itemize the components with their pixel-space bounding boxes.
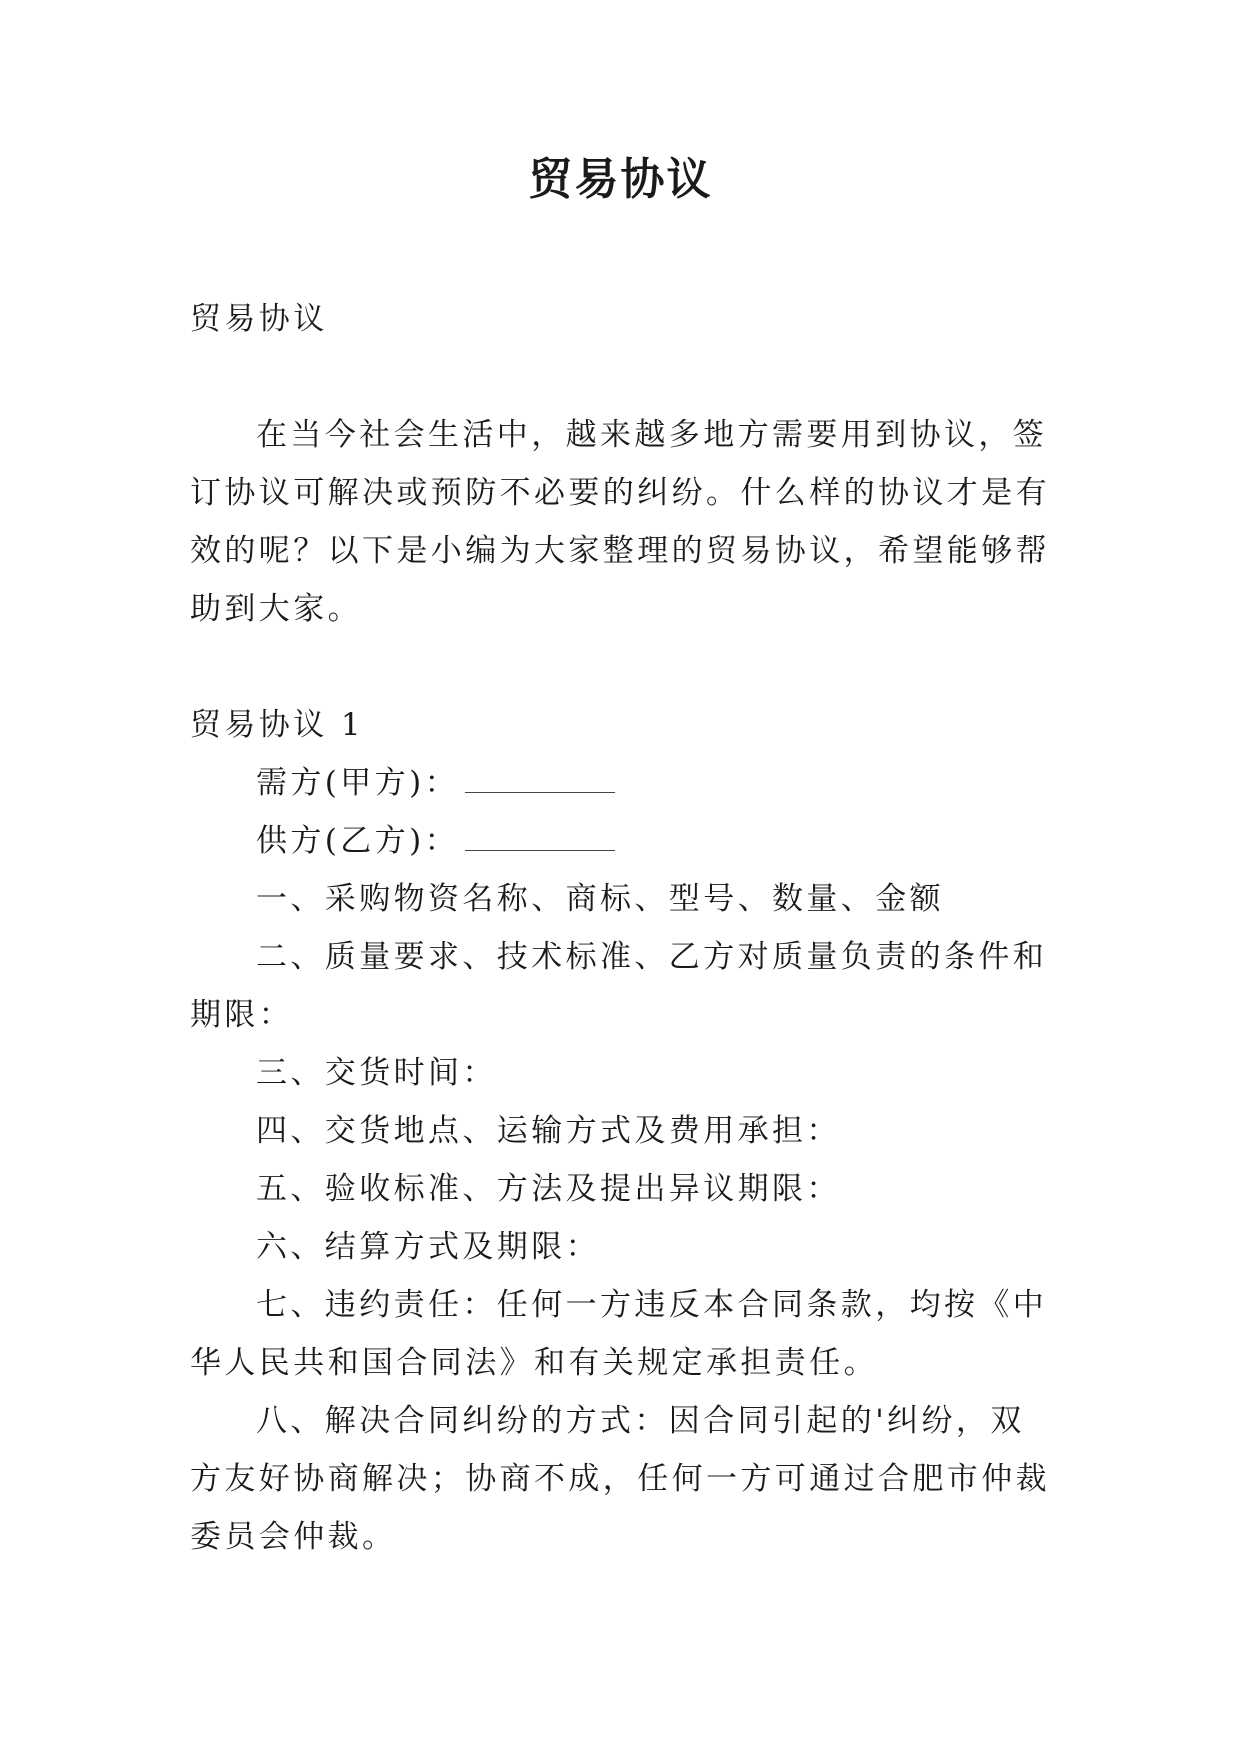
section-heading: 贸易协议 1 [190,707,364,743]
seller-blank-field [465,846,615,851]
clause-5: 五、验收标准、方法及提出异议期限： [256,1171,841,1207]
document-body [190,290,1050,1566]
clause-3: 三、交货时间： [256,1055,497,1091]
clause-6: 六、结算方式及期限： [256,1229,600,1265]
seller-line [190,812,1050,870]
clause-2: 二、质量要求、技术标准、乙方对质量负责的条件和期限： [190,939,1048,1033]
buyer-blank-field [465,788,615,793]
buyer-line [190,754,1050,812]
clause-7: 七、违约责任：任何一方违反本合同条款，均按《中华人民共和国合同法》和有关规定承担责任。 [190,1287,1048,1381]
clause-1: 一、采购物资名称、商标、型号、数量、金额 [256,881,944,917]
clause-8: 八、解决合同纠纷的方式：因合同引起的'纠纷，双方友好协商解决；协商不成，任何一方可通过合肥市仲裁委员会仲裁。 [190,1403,1050,1555]
intro-paragraph: 在当今社会生活中，越来越多地方需要用到协议，签订协议可解决或预防不必要的纠纷。什么样的协议才是有效的呢？以下是小编为大家整理的贸易协议，希望能够帮助到大家。 [190,417,1050,627]
clause-4: 四、交货地点、运输方式及费用承担： [256,1113,841,1149]
seller-label: 供方(乙方)： [256,823,459,859]
document-title: 贸易协议 [528,154,713,205]
buyer-label: 需方(甲方)： [256,765,459,801]
document-subtitle: 贸易协议 [190,301,328,337]
